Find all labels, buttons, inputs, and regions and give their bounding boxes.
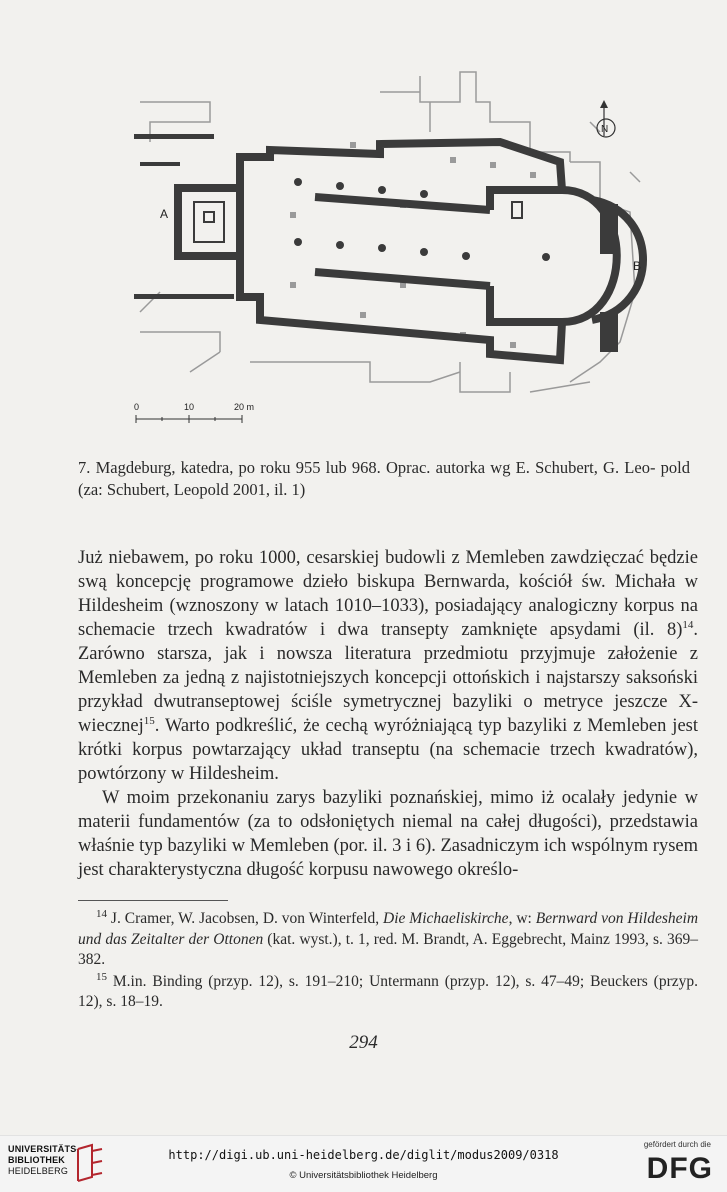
scale-zero: 0 xyxy=(134,402,140,412)
label-a: A xyxy=(160,207,169,221)
scale-twenty: 20 m xyxy=(234,402,255,412)
footnote-14-title-1: Die Michaeliskirche xyxy=(383,910,509,927)
library-name-line-3: HEIDELBERG xyxy=(8,1166,69,1176)
caption-line-2: pold (za: Schubert, Leopold 2001, il. 1) xyxy=(78,458,690,499)
north-label: N xyxy=(601,124,609,135)
label-b: B xyxy=(633,259,642,273)
footer-bar xyxy=(0,1135,727,1192)
footnote-separator xyxy=(78,900,228,901)
paragraph-1-part-c: . Warto podkreślić, że cechą wyróżniającą typ bazyliki z Memleben jest krótki korpus powtarzający układ transeptu (na schemacie trzech kwadratów), powtórzony w Hildesheim. xyxy=(78,716,698,784)
copyright-notice: © Universitätsbibliothek Heidelberg xyxy=(289,1170,438,1181)
footnote-14-number: 14 xyxy=(96,907,107,920)
caption-line-1: 7. Magdeburg, katedra, po roku 955 lub 968. Oprac. autorka wg E. Schubert, G. Leo- xyxy=(78,458,656,477)
body-text xyxy=(78,546,698,882)
figure-caption xyxy=(78,457,690,501)
footnote-14-text-c: (kat. wyst.), t. 1, red. M. Brandt, A. Eggebrecht, Mainz 1993, s. 369–382. xyxy=(78,930,698,968)
dfg-logo: DFG xyxy=(646,1152,713,1185)
scale-ten: 10 xyxy=(184,402,195,412)
footnote-14-title-2: Bernward von Hildesheim und das Zeitalter der Ottonen xyxy=(78,910,699,948)
permalink-url[interactable]: http://digi.ub.uni-heidelberg.de/diglit/modus2009/0318 xyxy=(168,1148,559,1162)
footnote-ref-14[interactable]: 14 xyxy=(682,618,694,631)
paragraph-1 xyxy=(78,546,698,786)
footnotes xyxy=(78,909,698,1014)
footnote-14-text-b: , w: xyxy=(508,910,536,927)
page-number: 294 xyxy=(349,1032,378,1053)
footnote-ref-15[interactable]: 15 xyxy=(143,714,155,727)
footnote-15-number: 15 xyxy=(96,970,107,983)
footnote-15-text: M.in. Binding (przyp. 12), s. 191–210; Untermann (przyp. 12), s. 47–49; Beuckers (przyp. 12), s. 18–19. xyxy=(78,972,698,1010)
library-name-line-2: BIBLIOTHEK xyxy=(8,1155,65,1165)
footnote-14-text-a: J. Cramer, W. Jacobsen, D. von Winterfeld, xyxy=(107,910,383,927)
library-name-line-1: UNIVERSITÄTS- xyxy=(8,1144,80,1154)
paragraph-1-part-a: Już niebawem, po roku 1000, cesarskiej budowli z Memleben zawdzięczać będzie swą koncepcję programowe dzieło biskupa Bernwarda, kościół św. Michała w Hildesheim (wznoszony w latach 1010–1033), posiadający analogiczny korpus na schemacie trzech kwadratów i dwa transepty zamknięte apsydami (il. 8) xyxy=(78,548,698,640)
footnote-15 xyxy=(78,972,698,1013)
footnote-14 xyxy=(78,909,698,971)
dfg-funding-note: gefördert durch die xyxy=(643,1140,711,1149)
cathedral-plan xyxy=(130,62,650,432)
paragraph-1-part-b: . Zarówno starsza, jak i nowsza literatura przedmiotu przyjmuje założenie z Memleben za jedną z najistotniejszych koncepcji ottońskich i najstarszy saksoński przykład dwutranseptowej ściśle symetrycznej bazyliki o metryce jeszcze X-wiecznej xyxy=(78,620,698,736)
paragraph-2: W moim przekonaniu zarys bazyliki poznańskiej, mimo iż ocalały jedynie w materii fundamentów (za to odsłoniętych niemal na całej długości), przedstawia właśnie typ bazyliki w Memleben (por. il. 3 i 6). Zasadniczym ich wspólnym rysem jest charakterystyczna długość korpusu nawowego określo- xyxy=(78,788,698,880)
